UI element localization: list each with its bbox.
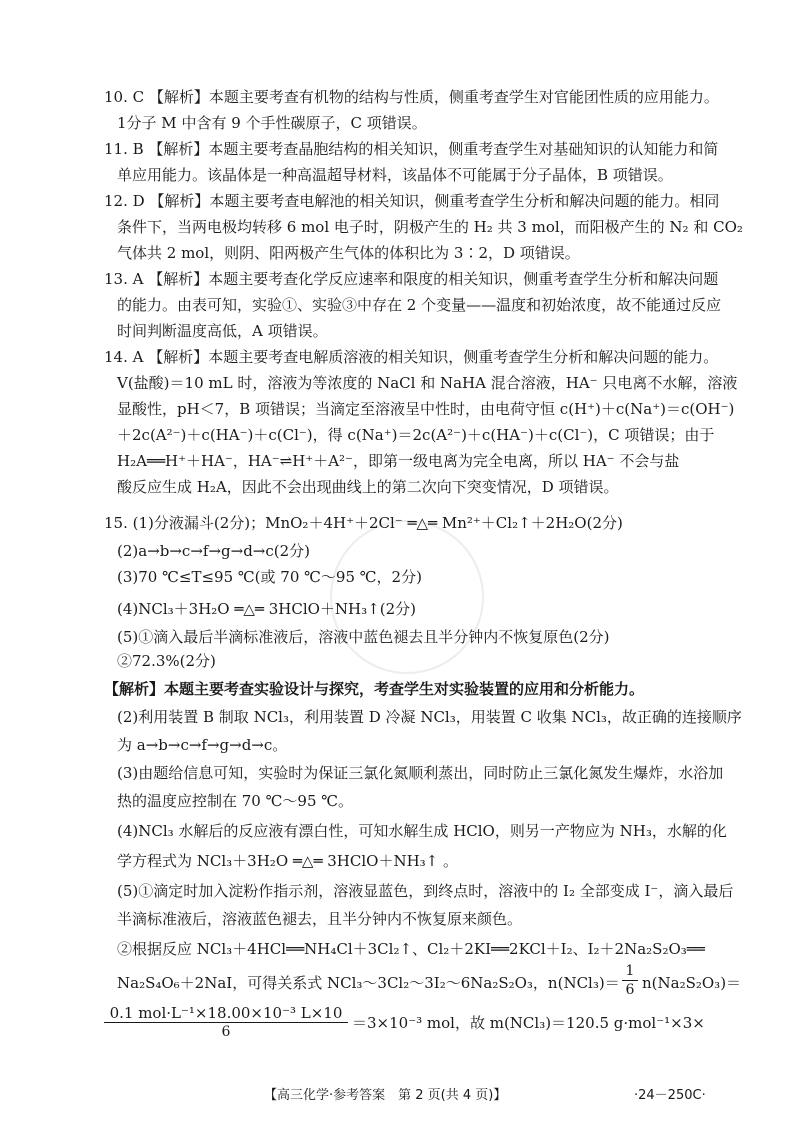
fraction-calc-numerator: 0.1 mol·L⁻¹×18.00×10⁻³ L×10 bbox=[104, 1004, 348, 1023]
q10-line2: 1分子 M 中含有 9 个手性碳原子，C 项错误。 bbox=[117, 114, 427, 132]
q11-line2: 单应用能力。该晶体是一种高温超导材料，该晶体不可能属于分子晶体，B 项错误。 bbox=[117, 166, 673, 184]
q12-line1: 12. D 【解析】本题主要考查电解池的相关知识，侧重考查学生分析和解决问题的能力。相同 bbox=[104, 192, 720, 210]
q15-answer6: ②72.3%(2分) bbox=[117, 652, 216, 670]
q15-expl-line7: (5)①滴定时加入淀粉作指示剂，溶液显蓝色，到终点时，溶液中的 I₂ 全部变成 I⁻，滴入最后 bbox=[117, 882, 734, 900]
q15-expl-line5: (4)NCl₃ 水解后的反应液有漂白性，可知水解生成 HClO，则另一产物应为 NH₃，水解的化 bbox=[117, 822, 727, 840]
q15-expl-line2: 为 a→b→c→f→g→d→c。 bbox=[117, 736, 288, 754]
fraction-calc-denominator: 6 bbox=[221, 1024, 231, 1040]
fraction-calculation bbox=[104, 1004, 348, 1041]
q15-expl-line3: (3)由题给信息可知，实验时为保证三氯化氮顺利蒸出，同时防止三氯化氮发生爆炸，水浴加 bbox=[117, 764, 724, 782]
q14-line4: ＋2c(A²⁻)＋c(HA⁻)＋c(Cl⁻)，得 c(Na⁺)＝2c(A²⁻)＋c(HA⁻)＋c(Cl⁻)，C 项错误；由于 bbox=[117, 426, 715, 444]
fraction-one-sixth bbox=[622, 962, 638, 999]
q15-expl-line1: (2)利用装置 B 制取 NCl₃，利用装置 D 冷凝 NCl₃，用装置 C 收集 NCl₃，故正确的连接顺序 bbox=[117, 708, 742, 726]
q15-expl-line4: 热的温度应控制在 70 ℃～95 ℃。 bbox=[117, 792, 354, 810]
q13-line3: 时间判断温度高低，A 项错误。 bbox=[117, 322, 328, 340]
q15-expl-line11b: ＝3×10⁻³ mol，故 m(NCl₃)＝120.5 g·mol⁻¹×3× bbox=[352, 1014, 705, 1032]
q14-line2: V(盐酸)＝10 mL 时，溶液为等浓度的 NaCl 和 NaHA 混合溶液，HA⁻ 只电离不水解，溶液 bbox=[117, 374, 738, 392]
footer-page-info: 【高三化学·参考答案 第 2 页(共 4 页)】 bbox=[264, 1088, 507, 1103]
fraction-denominator: 6 bbox=[625, 982, 635, 998]
q15-answer2: (2)a→b→c→f→g→d→c(2分) bbox=[117, 542, 311, 560]
q15-explanation-heading: 【解析】本题主要考查实验设计与探究，考查学生对实验装置的应用和分析能力。 bbox=[104, 680, 645, 698]
q14-line6: 酸反应生成 H₂A，因此不会出现曲线上的第二次向下突变情况，D 项错误。 bbox=[117, 478, 619, 496]
q15-expl-line9: ②根据反应 NCl₃＋4HCl══NH₄Cl＋3Cl₂↑、Cl₂＋2KI══2KCl＋I₂、I₂＋2Na₂S₂O₃══ bbox=[117, 940, 705, 958]
q15-expl-line10a: Na₂S₄O₆＋2NaI，可得关系式 NCl₃～3Cl₂～3I₂～6Na₂S₂O₃，n(NCl₃)＝ bbox=[117, 974, 620, 992]
fraction-numerator: 1 bbox=[622, 962, 638, 981]
q15-answer1: 15. (1)分液漏斗(2分)；MnO₂＋4H⁺＋2Cl⁻ ═△═ Mn²⁺＋Cl₂↑＋2H₂O(2分) bbox=[104, 514, 623, 532]
q14-line1: 14. A 【解析】本题主要考查电解质溶液的相关知识，侧重考查学生分析和解决问题的能力。 bbox=[104, 348, 719, 366]
watermark-seal bbox=[330, 520, 484, 674]
q12-line3: 气体共 2 mol，则阴、阳两极产生气体的体积比为 3∶2，D 项错误。 bbox=[117, 244, 580, 262]
q10-line1: 10. C 【解析】本题主要考查有机物的结构与性质，侧重考查学生对官能团性质的应用能力。 bbox=[104, 88, 719, 106]
q14-line3: 显酸性，pH＜7，B 项错误；当滴定至溶液呈中性时，由电荷守恒 c(H⁺)＋c(Na⁺)＝c(OH⁻) bbox=[117, 400, 735, 418]
q12-line2: 条件下，当两电极均转移 6 mol 电子时，阴极产生的 H₂ 共 3 mol，而阳极产生的 N₂ 和 CO₂ bbox=[117, 218, 743, 236]
q14-line5: H₂A══H⁺＋HA⁻，HA⁻⇌H⁺＋A²⁻，即第一级电离为完全电离，所以 HA⁻ 不会与盐 bbox=[117, 452, 680, 470]
q15-expl-line10b: n(Na₂S₂O₃)＝ bbox=[642, 974, 742, 992]
q15-expl-line8: 半滴标准液后，溶液蓝色褪去，且半分钟内不恢复原来颜色。 bbox=[117, 910, 523, 928]
q15-answer4: (4)NCl₃＋3H₂O ═△═ 3HClO＋NH₃↑(2分) bbox=[117, 600, 416, 618]
q13-line1: 13. A 【解析】本题主要考查化学反应速率和限度的相关知识，侧重考查学生分析和解决问题 bbox=[104, 270, 719, 288]
q15-expl-line6: 学方程式为 NCl₃＋3H₂O ═△═ 3HClO＋NH₃↑ 。 bbox=[117, 852, 459, 870]
q15-answer3: (3)70 ℃≤T≤95 ℃(或 70 ℃～95 ℃，2分) bbox=[117, 568, 422, 586]
footer-code: ·24－250C· bbox=[634, 1088, 706, 1103]
q13-line2: 的能力。由表可知，实验①、实验③中存在 2 个变量——温度和初始浓度，故不能通过反应 bbox=[117, 296, 722, 314]
q15-answer5: (5)①滴入最后半滴标准液后，溶液中蓝色褪去且半分钟内不恢复原色(2分) bbox=[117, 628, 610, 646]
q11-line1: 11. B 【解析】本题主要考查晶胞结构的相关知识，侧重考查学生对基础知识的认知能力和简 bbox=[104, 140, 719, 158]
